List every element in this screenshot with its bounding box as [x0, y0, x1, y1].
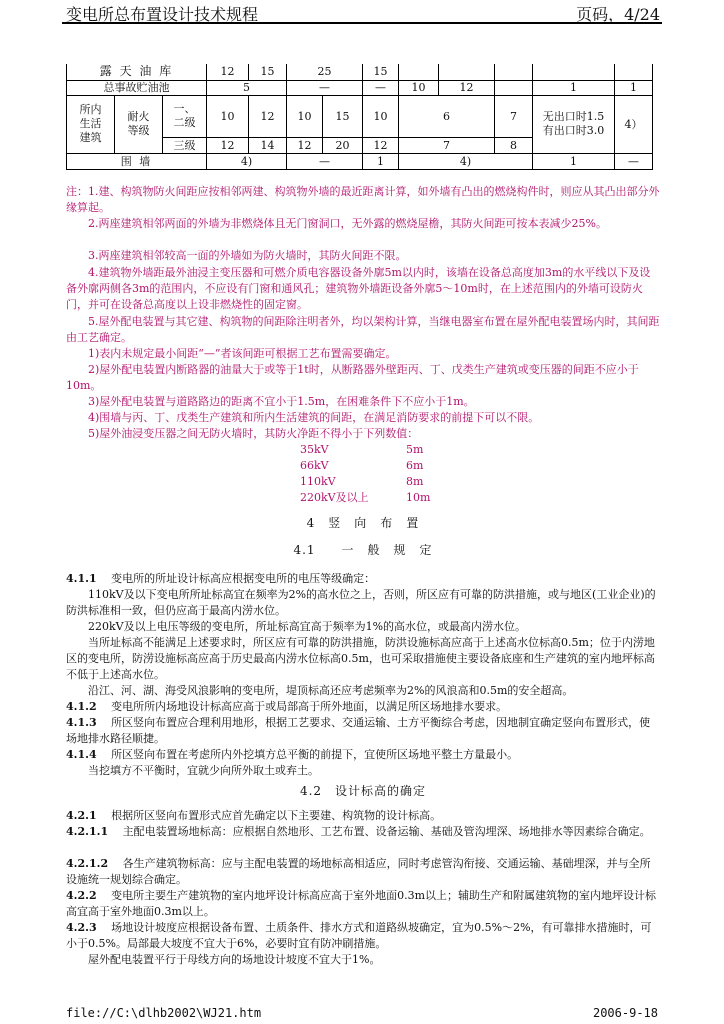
row-label: 露 天 油 库 — [67, 64, 207, 80]
table-cell: 1 — [533, 80, 615, 95]
table-cell: 4) — [399, 153, 533, 169]
table-cell: 1 — [615, 80, 653, 95]
table-cell: 4） — [615, 95, 653, 153]
paragraph: 当所址标高不能满足上述要求时，所区应有可靠的防洪措施，防洪设施标高应高于上述高水位标高0.5m；位于内涝地区的变电所，防涝设施标高应高于历史最高内涝水位标高0.5m，也可采取措施使主要设备底座和生产建筑的室内地坪标高不低于上述高水位。 — [66, 636, 655, 681]
distance-row: 220kV及以上 10m — [300, 491, 431, 504]
table-cell: 20 — [323, 137, 363, 153]
section-heading: 4.2 设计标高的确定 — [299, 784, 427, 798]
table-cell: 15 — [323, 95, 363, 137]
table-cell — [495, 80, 533, 95]
paragraph: 4.2.1.2 各生产建筑物标高：应与主配电装置的场地标高相适应，同时考虑管沟衔接、交通运输、基础埋深，并与全所设施统一规划综合确定。 — [66, 857, 651, 886]
fire-spacing-table — [66, 64, 653, 170]
distance-row: 66kV 6m — [300, 459, 424, 472]
distance-row: 35kV 5m — [300, 443, 424, 456]
header-rule — [62, 22, 662, 24]
document-title: 变电所总布置设计技术规程 — [66, 5, 259, 24]
row-group-label: 所内生活建筑 — [67, 95, 115, 153]
table-cell: 25 — [287, 64, 363, 80]
paragraph: 4.2.1.1 主配电装置场地标高：应根据自然地形、工艺布置、设备运输、基础及管沟埋深、场地排水等因素综合确定。 — [66, 825, 651, 838]
table-row — [67, 95, 653, 137]
table-cell: 6 — [399, 95, 495, 137]
row-label: 围 墙 — [67, 153, 207, 169]
note-1: 注：1.建、构筑物防火间距应按相邻两建、构筑物外墙的最近距离计算，如外墙有凸出的燃烧构件时，则应从其凸出部分外缘算起。 — [66, 185, 660, 214]
table-cell: 15 — [249, 64, 287, 80]
table-cell: 12 — [249, 95, 287, 137]
paragraph: 4.2.2 变电所主要生产建筑物的室内地坪设计标高应高于室外地面0.3m以上；辅助生产和附属建筑物的室内地坪设计标高宜高于室外地面0.3m以上。 — [66, 889, 657, 918]
distance-row: 110kV 8m — [300, 475, 424, 488]
row-level-label: 一、二级 — [163, 95, 207, 137]
print-date: 2006-9-18 — [592, 1006, 658, 1020]
table-cell: 无出口时1.5 有出口时3.0 — [533, 95, 615, 153]
paragraph: 4.1.4 所区竖向布置在考虑所内外挖填方总平衡的前提下，宜使所区场地平整土方量最小。 — [66, 748, 519, 761]
table-cell: 5 — [207, 80, 287, 95]
paragraph: 4.2.3 场地设计坡度应根据设备布置、土质条件、排水方式和道路纵坡确定，宜为0.5%～2%，有可靠排水措施时，可小于0.5%。局部最大坡度不宜大于6%，必要时宜有防冲刷措施。 — [66, 921, 652, 950]
note-4: 4.建筑物外墙距最外油浸主变压器和可燃介质电容器设备外廓5m以内时，该墙在设备总高度加3m的水平线以下及设备外廓两侧各3m的范围内，不应设有门窗和通风孔；建筑物外墙距设备外廓5～10m时，在上述范围内的外墙可设防火门，并可在设备总高度以上设非燃烧性的固定窗。 — [66, 266, 651, 311]
paragraph: 4.2.1 根据所区竖向布置形式应首先确定以下主要建、构筑物的设计标高。 — [66, 809, 442, 822]
paragraph: 110kV及以下变电所所址标高宜在频率为2%的高水位之上，否则，所区应有可靠的防洪措施，或与地区(工业企业)的防洪标准相一致，但仍应高于最高内涝水位。 — [66, 588, 656, 617]
page-number: 页码，4/24 — [576, 5, 660, 24]
table-cell: 12 — [287, 137, 323, 153]
paragraph: 220kV及以上电压等级的变电所，所址标高宜高于频率为1%的高水位，或最高内涝水位。 — [88, 620, 527, 633]
table-cell — [439, 64, 495, 80]
note-sub-3: 3)屋外配电装置与道路路边的距离不宜小于1.5m，在困难条件下不应小于1m。 — [88, 395, 475, 408]
note-sub-5: 5)屋外油浸变压器之间无防火墙时，其防火净距不得小于下列数值： — [88, 427, 419, 440]
chapter-heading: 4 竖 向 布 置 — [306, 516, 420, 530]
table-cell: 12 — [207, 137, 249, 153]
table-cell: 1 — [363, 153, 399, 169]
note-sub-1: 1)表内未规定最小间距“—”者该间距可根据工艺布置需要确定。 — [88, 347, 397, 360]
table-cell — [533, 64, 615, 80]
table-cell: 10 — [399, 80, 439, 95]
paragraph: 当挖填方不平衡时，宜就少向所外取土或弃土。 — [88, 764, 319, 777]
paragraph: 屋外配电装置平行于母线方向的场地设计坡度不宜大于1%。 — [88, 953, 381, 966]
file-path: file://C:\dlhb2002\WJ21.htm — [66, 1006, 262, 1020]
table-cell: — — [287, 80, 363, 95]
paragraph: 沿江、河、湖、海受风浪影响的变电所，堤顶标高还应考虑频率为2%的风浪高和0.5m的安全超高。 — [88, 684, 574, 697]
paragraph: 4.1.3 所区竖向布置应合理利用地形，根据工艺要求、交通运输、土方平衡综合考虑，因地制宜确定竖向布置形式，使场地排水路径顺捷。 — [66, 716, 651, 745]
paragraph: 4.1.1 变电所的所址设计标高应根据变电所的电压等级确定： — [66, 572, 376, 585]
table-cell — [399, 64, 439, 80]
table-cell: 10 — [287, 95, 323, 137]
table-cell: 12 — [207, 64, 249, 80]
table-cell — [615, 64, 653, 80]
paragraph: 4.1.2 变电所所内场地设计标高应高于或局部高于所外地面，以满足所区场地排水要求。 — [66, 700, 508, 713]
table-row — [67, 80, 653, 95]
table-cell: 10 — [363, 95, 399, 137]
note-2: 2.两座建筑相邻两面的外墙为非燃烧体且无门窗洞口，无外露的燃烧屋檐，其防火间距可按本表减少25%。 — [88, 217, 607, 230]
table-cell: 15 — [363, 64, 399, 80]
table-cell: 12 — [363, 137, 399, 153]
table-cell: 7 — [495, 95, 533, 137]
table-cell: — — [287, 153, 363, 169]
table-cell: — — [615, 153, 653, 169]
note-3: 3.两座建筑相邻较高一面的外墙如为防火墙时，其防火间距不限。 — [88, 249, 407, 262]
table-cell: 1 — [533, 153, 615, 169]
table-cell: 7 — [399, 137, 495, 153]
row-level-label: 三级 — [163, 137, 207, 153]
note-5: 5.屋外配电装置与其它建、构筑物的间距除注明者外，均以架构计算，当继电器室布置在屋外配电装置场内时，其间距由工艺确定。 — [66, 315, 660, 344]
section-heading: 4.1 一 般 规 定 — [293, 543, 433, 557]
table-cell: 14 — [249, 137, 287, 153]
table-row — [67, 64, 653, 80]
table-cell: 8 — [495, 137, 533, 153]
table-cell: 4) — [207, 153, 287, 169]
note-sub-4: 4)围墙与丙、丁、戊类生产建筑和所内生活建筑的间距，在满足消防要求的前提下可以不限。 — [88, 411, 540, 424]
table-cell: 10 — [207, 95, 249, 137]
row-sub-label: 耐火等级 — [115, 95, 163, 153]
row-label: 总事故贮油池 — [67, 80, 207, 95]
table-cell: — — [363, 80, 399, 95]
note-sub-2: 2)屋外配电装置内断路器的油量大于或等于1t时，从断路器外壁距丙、丁、戊类生产建筑或变压器的间距不应小于10m。 — [66, 363, 639, 392]
table-cell: 12 — [439, 80, 495, 95]
table-cell — [495, 64, 533, 80]
table-row — [67, 153, 653, 169]
